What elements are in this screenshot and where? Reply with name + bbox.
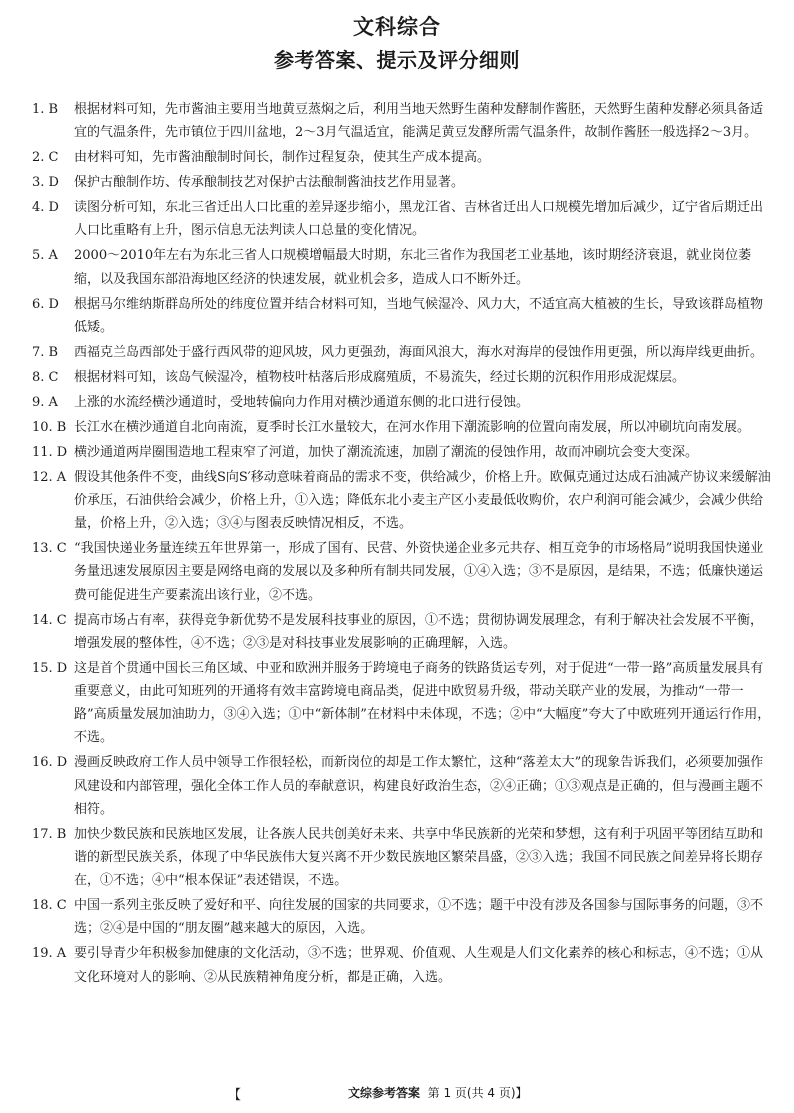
answer-explanation: 保护古酿制作坊、传承酿制技艺对保护古法酿制酱油技艺作用显著。: [74, 175, 465, 191]
answer-label: 19. A: [32, 946, 67, 962]
answer-explanation: 长江水在横沙通道自北向南流，夏季时长江水量较大，在河水作用下潮流影响的位置向南发展，所以冲刷坑向南发展。: [74, 419, 751, 435]
answer-item: [32, 366, 774, 389]
answer-item: [32, 293, 774, 339]
answer-item: [32, 244, 774, 290]
answer-explanation: 加快少数民族和民族地区发展，让各族人民共创美好未来、共享中华民族新的光荣和梦想，这有利于巩固平等团结互助和谐的新型民族关系，体现了中华民族伟大复兴离不开少数民族地区繁荣昌盛，②③入选；我国不同民族之间差异将长期存在，①不选；④中“根本保证”表述错误，不选。: [74, 826, 764, 889]
answer-label: 4. D: [32, 200, 59, 216]
answer-label: 17. B: [32, 826, 67, 842]
answer-explanation: 根据材料可知，先市酱油主要用当地黄豆蒸焖之后，利用当地天然野生菌种发酵制作酱胚，天然野生菌种发酵必须具备适宜的气温条件，先市镇位于四川盆地，2～3月气温适宜，能满足黄豆发酵所需气温条件，故制作酱胚一般选择2～3月。: [74, 102, 764, 141]
answer-item: [32, 823, 774, 893]
answer-label: 16. D: [32, 755, 68, 771]
answer-item: [32, 537, 774, 607]
answer-explanation: 2000～2010年左右为东北三省人口规模增幅最大时期，东北三省作为我国老工业基地，该时期经济衰退，就业岗位萎缩，以及我国东部沿海地区经济的快速发展，就业机会多，造成人口不断外迁。: [74, 248, 752, 287]
answer-explanation: 由材料可知，先市酱油酿制时间长，制作过程复杂，使其生产成本提高。: [74, 150, 491, 166]
answer-explanation: “我国快递业务量连续五年世界第一，形成了国有、民营、外资快递企业多元共存、相互竞争的市场格局”说明我国快递业务量迅速发展原因主要是网络电商的发展以及多种所有制共同发展，①④入选；③不是原因，是结果，不选；低廉快递运费可能促进生产要素流出该行业，②不选。: [74, 541, 764, 603]
answer-explanation: 上涨的水流经横沙通道时，受地转偏向力作用对横沙通道东侧的北口进行侵蚀。: [74, 394, 530, 410]
answer-item: [32, 441, 774, 464]
answer-explanation: 根据马尔维纳斯群岛所处的纬度位置并结合材料可知，当地气候湿冷、风力大，不适宜高大植被的生长，导致该群岛植物低矮。: [74, 296, 764, 335]
answer-item: [32, 751, 774, 821]
answer-item: [32, 894, 774, 940]
answer-item: [32, 609, 774, 655]
answer-item: [32, 146, 774, 169]
answer-label: 18. C: [32, 898, 67, 914]
answer-label: 14. C: [32, 612, 67, 628]
answer-label: 1. B: [32, 102, 59, 117]
answer-explanation: 读图分析可知，东北三省迁出人口比重的差异逐步缩小，黑龙江省、吉林省迁出人口规模先增加后减少，辽宁省后期迁出人口比重略有上升，图示信息无法判读人口总量的变化情况。: [74, 200, 764, 239]
answer-explanation: 横沙通道两岸圈围造地工程束窄了河道，加快了潮流流速，加剧了潮流的侵蚀作用，故而冲刷坑会变大变深。: [74, 444, 699, 460]
answer-label: 11. D: [32, 444, 68, 460]
answer-label: 9. A: [32, 394, 58, 410]
answer-item: [32, 942, 774, 988]
answer-item: [32, 171, 774, 194]
answer-explanation: 西福克兰岛西部处于盛行西风带的迎风坡，风力更强劲，海面风浪大，海水对海岸的侵蚀作用更强，所以海岸线更曲折。: [74, 344, 764, 360]
answer-explanation: 假设其他条件不变，曲线S向S′移动意味着商品的需求不变，供给减少，价格上升。欧佩克通过达成石油减产协议来缓解油价承压，石油供给会减少，价格上升，①入选；降低东北小麦主产区小麦最低收购价，农户利润可能会减少，会减少供给量，价格上升，②入选；③④与图表反映情况相反，不选。: [74, 469, 771, 532]
answer-label: 2. C: [32, 150, 59, 166]
answer-item: [32, 341, 774, 364]
answer-label: 3. D: [32, 175, 59, 191]
answer-label: 7. B: [32, 344, 59, 360]
answer-explanation: 根据材料可知，该岛气候湿冷，植物枝叶枯落后形成腐殖质，不易流失，经过长期的沉积作用形成泥煤层。: [74, 369, 686, 385]
footer-page-info: [348, 1084, 528, 1101]
answer-label: 13. C: [32, 541, 67, 557]
answer-label: 8. C: [32, 369, 59, 385]
answer-label: 12. A: [32, 469, 67, 485]
answer-explanation: 提高市场占有率，获得竞争新优势不是发展科技事业的原因，①不选；贯彻协调发展理念，有利于解决社会发展不平衡，增强发展的整体性，④不选；②③是对科技事业发展影响的正确理解，入选。: [74, 612, 764, 651]
footer-bracket: 【: [228, 1088, 242, 1103]
answer-item: [32, 98, 774, 144]
page-title: 文科综合: [353, 15, 441, 39]
answer-label: 6. D: [32, 296, 59, 312]
footer-page-number: 第 1 页(共 4 页)】: [427, 1086, 528, 1100]
answer-item: [32, 416, 774, 439]
answer-explanation: 中国一系列主张反映了爱好和平、向往发展的国家的共同要求，①不选；题干中没有涉及各国参与国际事务的问题，③不选；②④是中国的“朋友圈”越来越大的原因，入选。: [74, 898, 764, 937]
answer-label: 5. A: [32, 248, 58, 264]
page-subtitle: 参考答案、提示及评分细则: [274, 48, 520, 72]
answer-explanation: 漫画反映政府工作人员中领导工作很轻松，而新岗位的却是工作太繁忙，这种“落差太大”的现象告诉我们，必须要加强作风建设和内部管理，强化全体工作人员的奉献意识，构建良好政治生态，②④正确；①③观点是正确的，但与漫画主题不相符。: [74, 755, 764, 817]
answer-item: [32, 657, 774, 750]
answer-explanation: 要引导青少年积极参加健康的文化活动，③不选；世界观、价值观、人生观是人们文化素养的核心和标志，④不选；①从文化环境对人的影响、②从民族精神角度分析，都是正确，入选。: [74, 946, 764, 985]
answer-item: [32, 196, 774, 242]
answer-label: 15. D: [32, 660, 68, 676]
answer-label: 10. B: [32, 419, 67, 435]
answer-item: [32, 391, 774, 414]
answer-explanation: 这是首个贯通中国长三角区域、中亚和欧洲并服务于跨境电子商务的铁路货运专列，对于促进“一带一路”高质量发展具有重要意义，由此可知班列的开通将有效丰富跨境电商品类，促进中欧贸易升级，带动关联产业的发展，为推动“一带一路”高质量发展加油助力，③④入选；①中“新体制”在材料中未体现，不选；②中“大幅度”夸大了中欧班列开通运行作用，不选。: [74, 660, 771, 746]
answer-item: [32, 466, 774, 536]
answer-list: [32, 98, 774, 991]
footer-doc-name: 文综参考答案: [348, 1086, 421, 1100]
